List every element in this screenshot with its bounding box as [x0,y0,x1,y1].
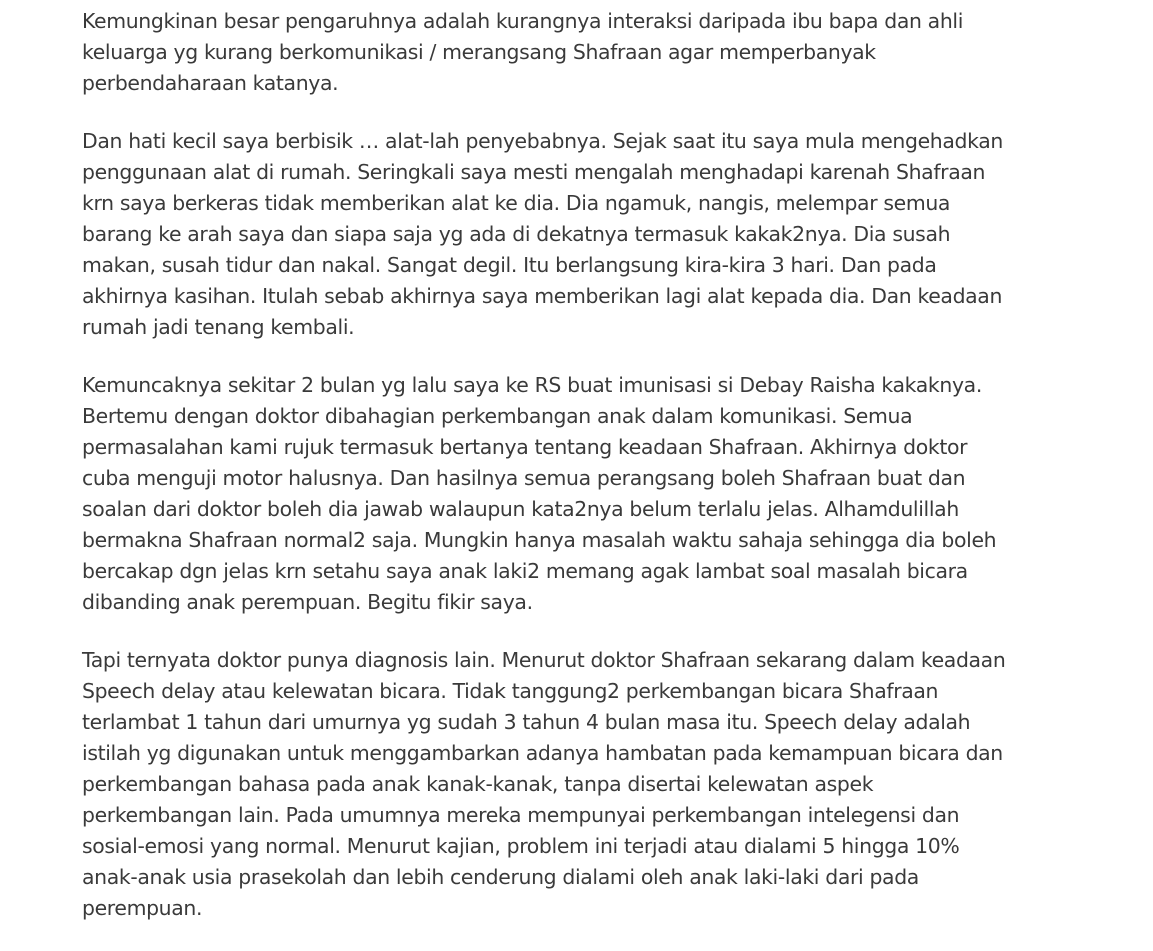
paragraph-4: Tapi ternyata doktor punya diagnosis lain. Menurut doktor Shafraan sekarang dalam keadaan Speech delay atau kelewatan bicara. Tidak tanggung2 perkembangan bicara Shafraan terlambat 1 tahun dari umurnya yg sudah 3 tahun 4 bulan masa itu. Speech delay adalah istilah yg digunakan untuk menggambarkan adanya hambatan pada kemampuan bicara dan perkembangan bahasa pada anak kanak-kanak, tanpa disertai kelewatan aspek perkembangan lain. Pada umumnya mereka mempunyai perkembangan intelegensi dan sosial-emosi yang normal. Menurut kajian, problem ini terjadi atau dialami 5 hingga 10% anak-anak usia prasekolah dan lebih cenderung dialami oleh anak laki-laki dari pada perempuan. [82,648,1006,920]
paragraph-1: Kemungkinan besar pengaruhnya adalah kurangnya interaksi daripada ibu bapa dan ahli keluarga yg kurang berkomunikasi / merangsang Shafraan agar memperbanyak perbendaharaan katanya. [82,9,964,95]
paragraph-2: Dan hati kecil saya berbisik … alat-lah penyebabnya. Sejak saat itu saya mula mengehadkan penggunaan alat di rumah. Seringkali saya mesti mengalah menghadapi karenah Shafraan krn saya berkeras tidak memberikan alat ke dia. Dia ngamuk, nangis, melempar semua barang ke arah saya dan siapa saja yg ada di dekatnya termasuk kakak2nya. Dia susah makan, susah tidur dan nakal. Sangat degil. Itu berlangsung kira-kira 3 hari. Dan pada akhirnya kasihan. Itulah sebab akhirnya saya memberikan lagi alat kepada dia. Dan keadaan rumah jadi tenang kembali. [82,129,1003,339]
paragraph-3: Kemuncaknya sekitar 2 bulan yg lalu saya ke RS buat imunisasi si Debay Raisha kakaknya. Bertemu dengan doktor dibahagian perkembangan anak dalam komunikasi. Semua permasalahan kami rujuk termasuk bertanya tentang keadaan Shafraan. Akhirnya doktor cuba menguji motor halusnya. Dan hasilnya semua perangsang boleh Shafraan buat dan soalan dari doktor boleh dia jawab walaupun kata2nya belum terlalu jelas. Alhamdulillah bermakna Shafraan normal2 saja. Mungkin hanya masalah waktu sahaja sehingga dia boleh bercakap dgn jelas krn setahu saya anak laki2 memang agak lambat soal masalah bicara dibanding anak perempuan. Begitu fikir saya. [82,373,997,614]
article-body [82,6,1012,951]
